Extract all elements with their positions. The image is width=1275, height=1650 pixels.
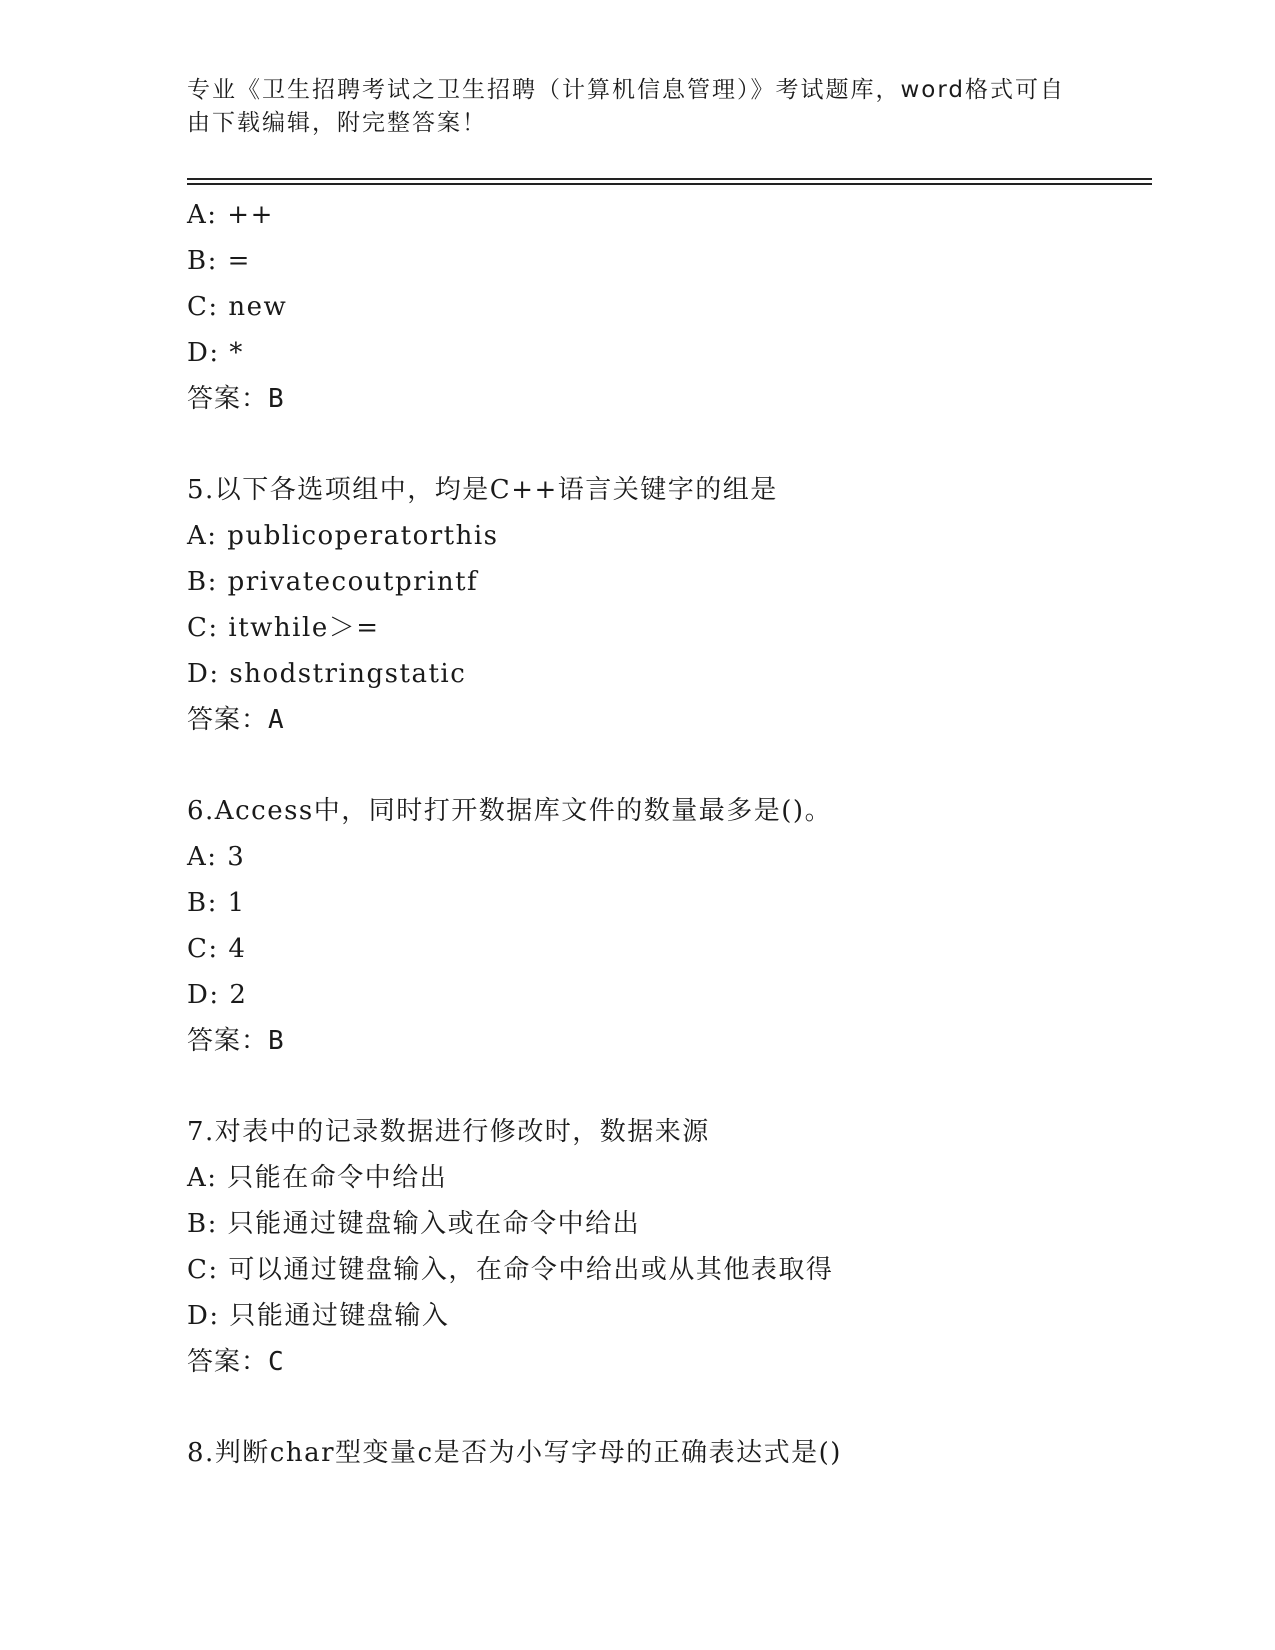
question-7 [187, 1109, 1147, 1385]
question-8 [187, 1430, 1147, 1476]
spacer [187, 422, 1147, 467]
spacer [187, 1064, 1147, 1109]
option-b: B: = [187, 246, 251, 276]
option-a: A: 只能在命令中给出 [187, 1163, 448, 1193]
answer-line: 答案：C [187, 1347, 285, 1377]
option-d: D: * [187, 338, 244, 368]
option-d: D: 2 [187, 980, 248, 1010]
question-list [187, 192, 1147, 1476]
header-line-2: 由下载编辑，附完整答案！ [187, 110, 487, 136]
question-text: 8.判断char型变量c是否为小写字母的正确表达式是() [187, 1438, 842, 1468]
document-header [187, 74, 1067, 140]
option-a: A: ++ [187, 200, 274, 230]
option-b: B: 1 [187, 888, 246, 918]
option-d: D: 只能通过键盘输入 [187, 1301, 450, 1331]
question-text: 6.Access中，同时打开数据库文件的数量最多是()。 [187, 796, 833, 826]
option-a: A: 3 [187, 842, 246, 872]
option-c: C: 可以通过键盘输入，在命令中给出或从其他表取得 [187, 1255, 834, 1285]
answer-line: 答案：B [187, 384, 285, 414]
option-c: C: new [187, 292, 288, 322]
option-c: C: itwhile＞= [187, 613, 380, 643]
question-6 [187, 788, 1147, 1064]
question-4 [187, 192, 1147, 422]
option-d: D: shodstringstatic [187, 659, 467, 689]
option-b: B: 只能通过键盘输入或在命令中给出 [187, 1209, 641, 1239]
spacer [187, 743, 1147, 788]
header-rule-top [187, 178, 1152, 180]
option-a: A: publicoperatorthis [187, 521, 499, 551]
question-5 [187, 467, 1147, 743]
option-b: B: privatecoutprintf [187, 567, 479, 597]
spacer [187, 1385, 1147, 1430]
answer-line: 答案：A [187, 705, 285, 735]
question-text: 5.以下各选项组中，均是C++语言关键字的组是 [187, 475, 778, 505]
answer-line: 答案：B [187, 1026, 285, 1056]
question-text: 7.对表中的记录数据进行修改时，数据来源 [187, 1117, 710, 1147]
header-line-1: 专业《卫生招聘考试之卫生招聘（计算机信息管理）》考试题库，word格式可自 [187, 77, 1066, 103]
option-c: C: 4 [187, 934, 247, 964]
header-rule-bottom [187, 183, 1152, 185]
